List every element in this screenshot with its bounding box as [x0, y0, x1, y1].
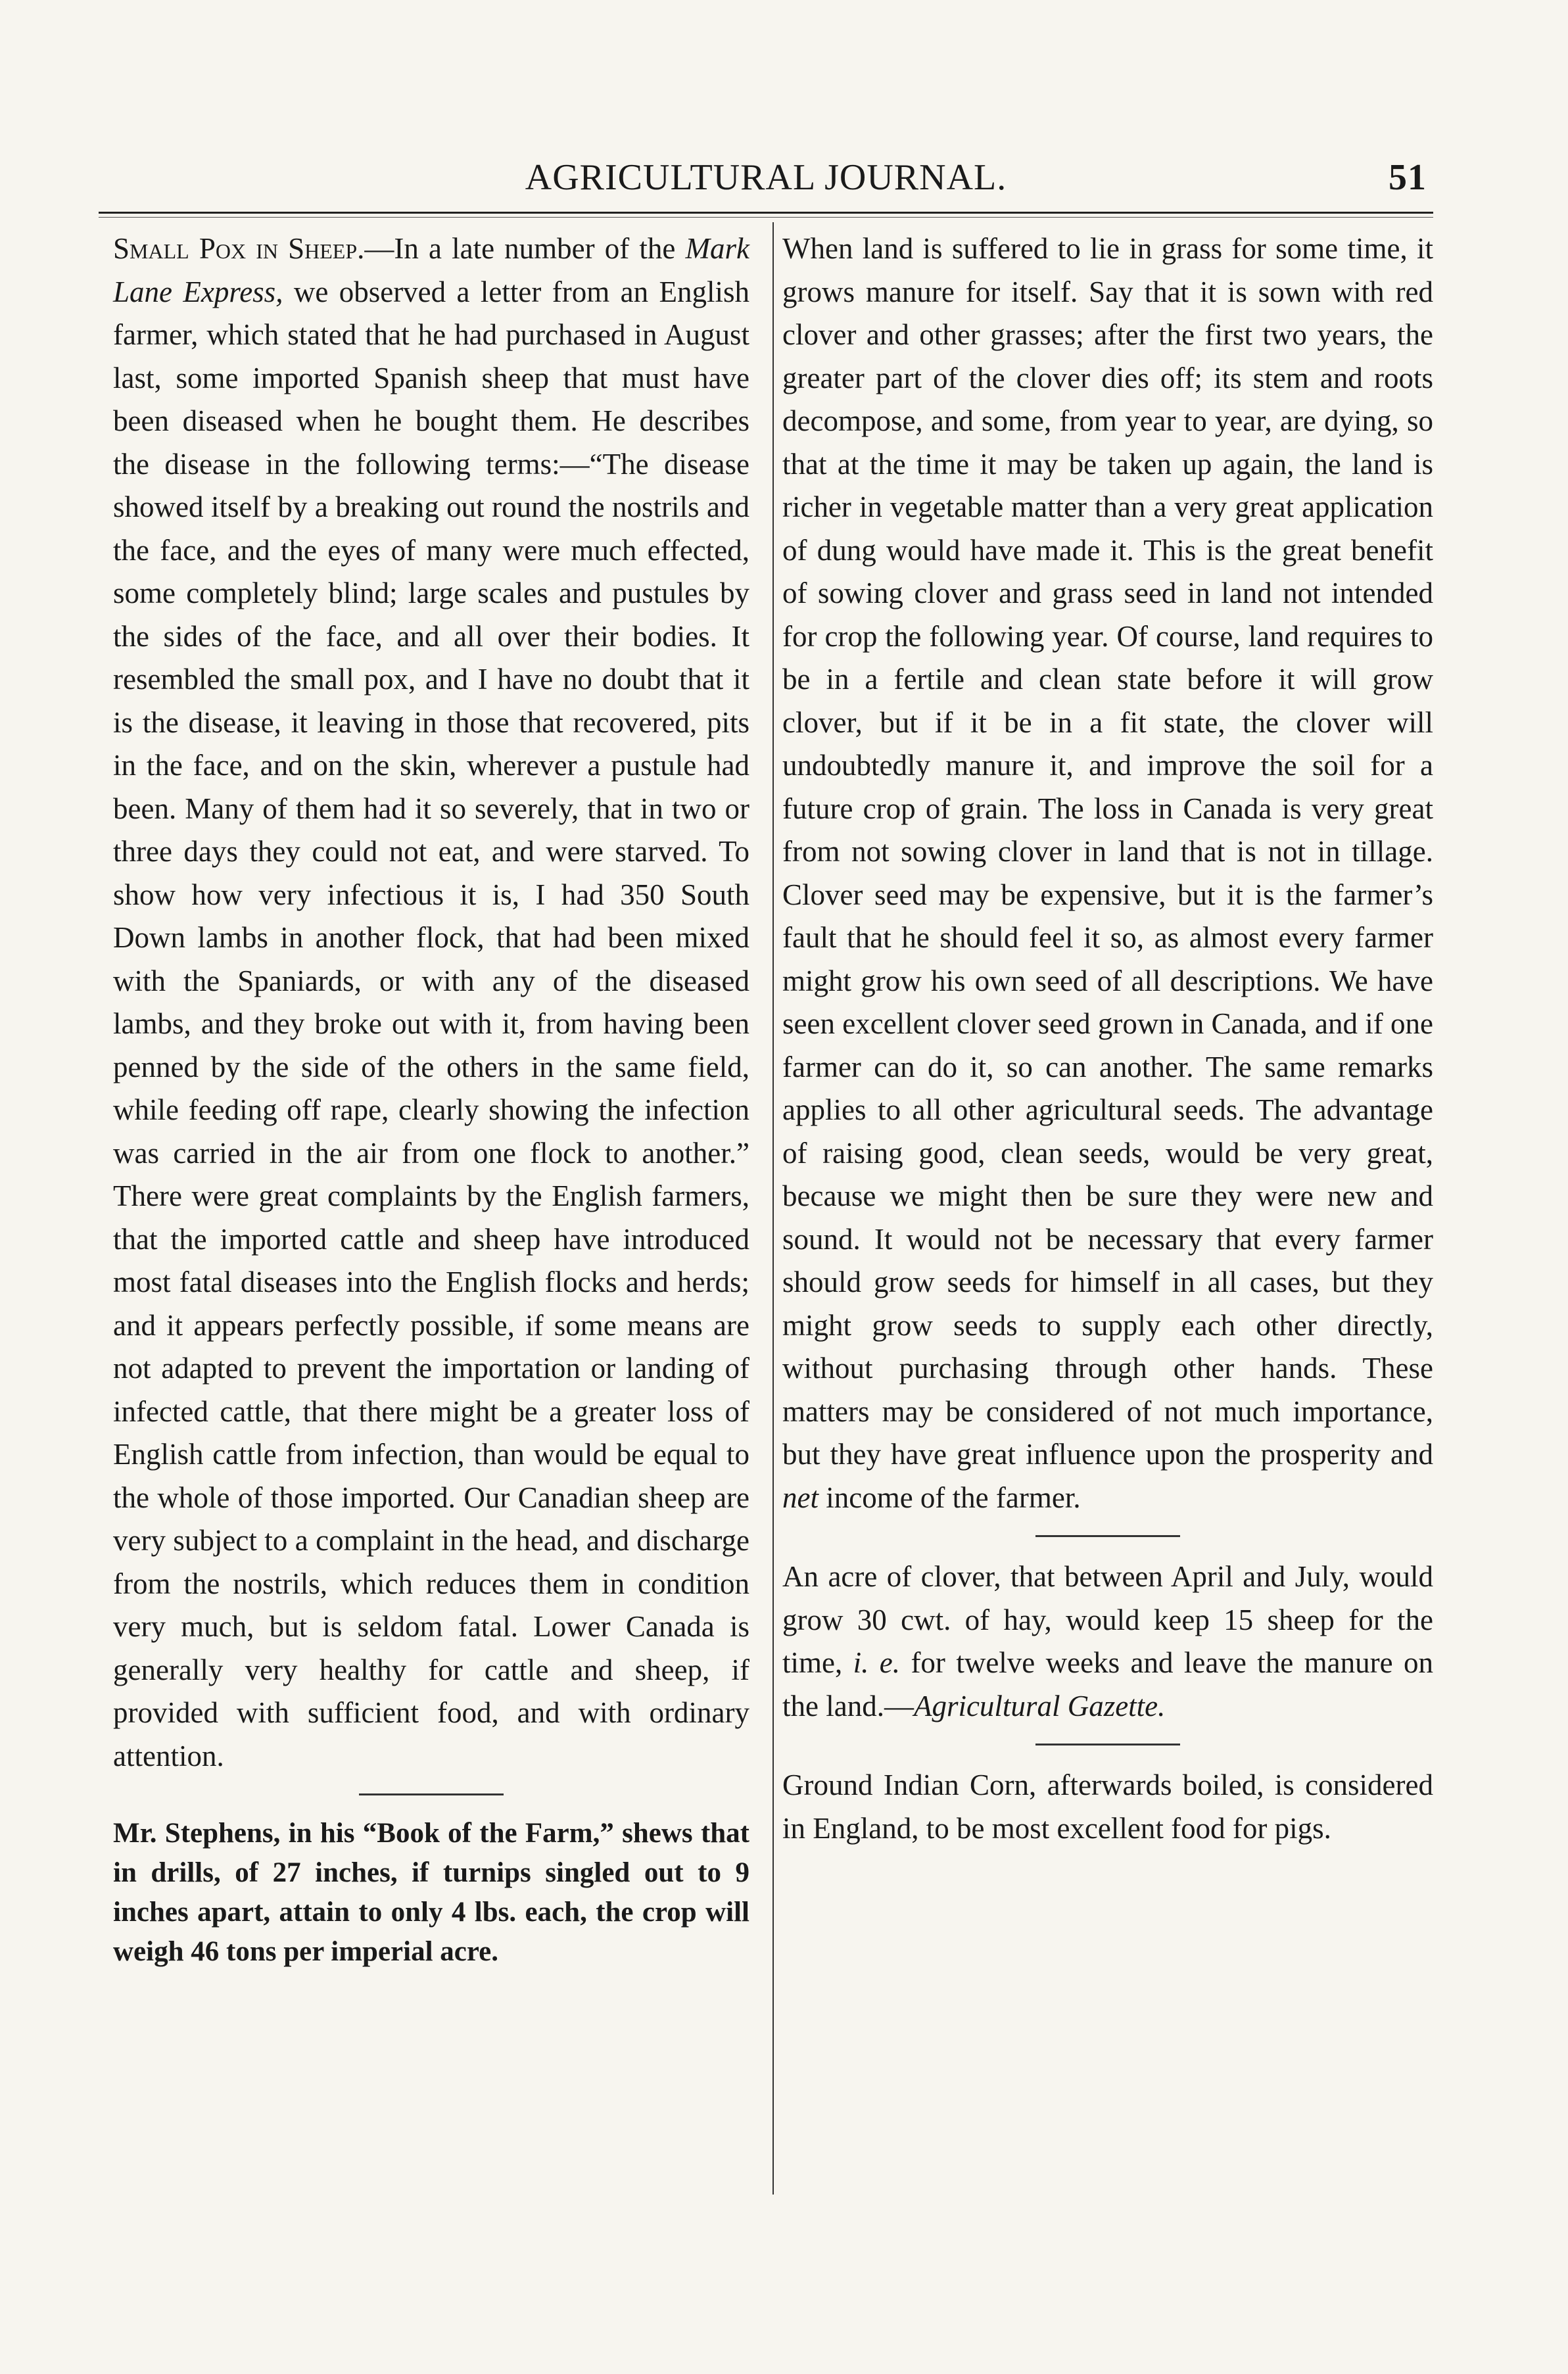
article-clover-manure — [782, 227, 1433, 1519]
article-stephens-turnips: Mr. Stephens, in his “Book of the Farm,” shews that in drills, of 27 inches, if turnips singled out to 9 inches apart, attain to only 4 lbs. each, the crop will weigh 46 tons per imperial acre. — [113, 1818, 749, 1967]
source-citation: Agricultural Gazette. — [913, 1689, 1166, 1722]
page-header — [105, 156, 1427, 209]
column-divider — [772, 222, 774, 2195]
italic-word: net — [782, 1481, 819, 1514]
article-heading: Small Pox in Sheep. — [113, 232, 365, 265]
article-text: When land is suffered to lie in grass for some time, it grows manure for itself. Say that it is sown with red clover and other grasses; after the first two years, the greater part of the clover dies off; its stem and roots decompose, and some, from year to year, are dying, so that at the time it may be taken up again, the land is richer in vegetable matter than a very great application of dung would have made it. This is the great benefit of sowing clover and grass seed in land not intended for crop the following year. Of course, land requires to be in a fertile and clean state before it will grow clover, but if it be in a fit state, the clover will undoubtedly manure it, and improve the soil for a future crop of grain. The loss in Canada is very great from not sowing clover in land that is not in tillage. Clover seed may be expensive, but it is the farmer’s fault that he should feel it so, as almost every farmer might grow his own seed of all descriptions. We have seen excellent clover seed grown in Canada, and if one farmer can do it, so can another. The same remarks applies to all other agricultural seeds. The advantage of raising good, clean seeds, would be very great, because we might then be sure they were new and sound. It would not be necessary that every farmer should grow seeds for himself in all cases, but they might grow seeds to supply each other directly, without purchasing through other hands. These matters may be considered of not much importance, but they have great influence upon the prosperity and — [782, 232, 1433, 1471]
article-text: An acre of clover, that between April and July, would grow 30 cwt. of hay, would keep 15 sheep for the time, — [782, 1560, 1433, 1679]
section-divider — [359, 1793, 504, 1795]
left-column — [113, 227, 749, 1972]
section-divider — [1035, 1535, 1180, 1537]
article-small-pox-in-sheep — [113, 227, 749, 1778]
article-text-end: income of the farmer. — [818, 1481, 1081, 1514]
article-text-cont: for twelve weeks and leave the manure on the land.— — [782, 1646, 1433, 1722]
publication-name: Mark Lane Express, — [113, 232, 749, 308]
article-acre-of-clover — [782, 1555, 1433, 1728]
section-divider — [1035, 1744, 1180, 1745]
article-text-cont: we observed a letter from an English farmer, which stated that he had purchased in August last, some imported Spanish sheep that must have been diseased when he bought them. He describes the disease in the following terms:—“The disease showed itself by a breaking out round the nostrils and the face, and the eyes of many were much effected, some completely blind; large scales and pustules by the sides of the face, and all over their bodies. It resembled the small pox, and I have no doubt that it is the disease, it leaving in those that recovered, pits in the face, and on the skin, wherever a pustule had been. Many of them had it so severely, that in two or three days they could not eat, and were starved. To show how very infectious it is, I had 350 South Down lambs in another flock, that had been mixed with the Spaniards, or with any of the diseased lambs, and they broke out with it, from having been penned by the side of the others in the same field, while feeding off rape, clearly showing the infection was carried in the air from one flock to another.” There were great complaints by the English farmers, that the imported cattle and sheep have introduced most fatal diseases into the English flocks and herds; and it appears perfectly possible, if some means are not adapted to prevent the importation or landing of infected cattle, that there might be a greater loss of English cattle from infection, than would be equal to the whole of those imported. Our Canadian sheep are very subject to a complaint in the head, and discharge from the nostrils, which reduces them in condition very much, but is seldom fatal. Lower Canada is generally very healthy for cattle and sheep, if provided with sufficient food, and with ordinary attention. — [113, 275, 749, 1772]
page-number: 51 — [1389, 157, 1427, 198]
header-rule — [99, 212, 1433, 214]
italic-abbrev: i. e. — [853, 1646, 901, 1679]
header-rule-thin — [99, 217, 1433, 218]
article-text: —In a late number of the — [364, 232, 686, 265]
right-column — [782, 227, 1433, 1850]
journal-title: AGRICULTURAL JOURNAL. — [525, 157, 1007, 198]
article-indian-corn: Ground Indian Corn, afterwards boiled, is considered in England, to be most excellent food for pigs. — [782, 1769, 1433, 1845]
